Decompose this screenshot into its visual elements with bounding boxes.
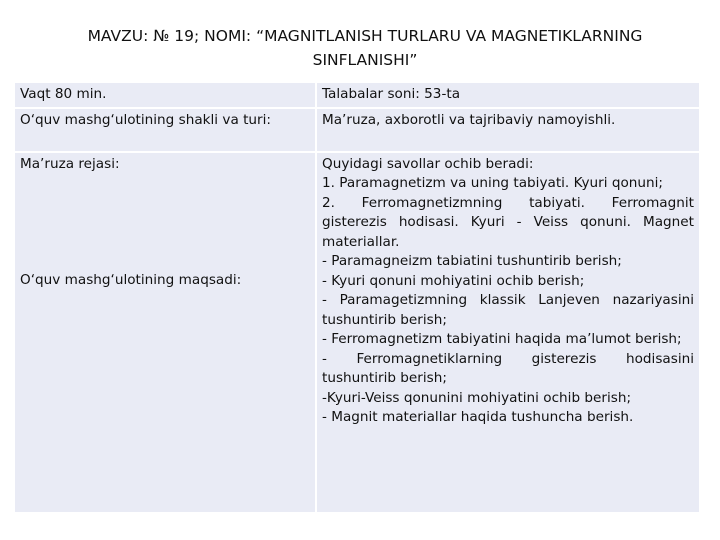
row-value-lesson-form: Ma’ruza, axborotli va tajribaviy namoyishli. xyxy=(317,109,699,151)
row-value-students: Talabalar soni: 53-ta xyxy=(317,83,699,107)
goal-line: - Ferromagnetiklarning gisterezis hodisasini tushuntirib berish; xyxy=(322,350,694,386)
table-row xyxy=(15,109,699,151)
lesson-info-table xyxy=(13,81,701,514)
table-row xyxy=(15,153,699,512)
row-label-lesson-goal: O‘quv mashg‘ulotining maqsadi: xyxy=(20,272,242,288)
plan-line: 1. Paramagnetizm va uning tabiyati. Kyuri qonuni; xyxy=(322,175,663,191)
goal-line: -Kyuri-Veiss qonunini mohiyatini ochib berish; xyxy=(322,389,632,406)
goal-line: - Ferromagnetizm tabiyatini haqida ma’lumot berish; xyxy=(322,331,682,347)
goal-line: - Kyuri qonuni mohiyatini ochib berish; xyxy=(322,272,585,289)
document-title: MAVZU: № 19; NOMI: “MAGNITLANISH TURLARU VA MAGNETIKLARNING SINFLANISHI” xyxy=(87,27,643,69)
table-row xyxy=(15,83,699,107)
plan-line: 2. Ferromagnetizmning tabiyati. Ferromagnit gisterezis hodisasi. Kyuri - Veiss qonuni. Magnet materiallar. xyxy=(322,194,694,250)
goal-line: - Paramagetizmning klassik Lanjeven nazariyasini tushuntirib berish; xyxy=(322,292,694,328)
goal-line: - Magnit materiallar haqida tushuncha berish. xyxy=(322,409,634,425)
row-label-time: Vaqt 80 min. xyxy=(15,83,315,107)
goal-line: - Paramagneizm tabiatini tushuntirib berish; xyxy=(322,253,622,269)
row-label-lesson-form: O‘quv mashg‘ulotining shakli va turi: xyxy=(15,109,315,151)
plan-line: Quyidagi savollar ochib beradi: xyxy=(322,155,534,172)
row-label-lecture-plan: Ma’ruza rejasi: xyxy=(20,155,120,172)
